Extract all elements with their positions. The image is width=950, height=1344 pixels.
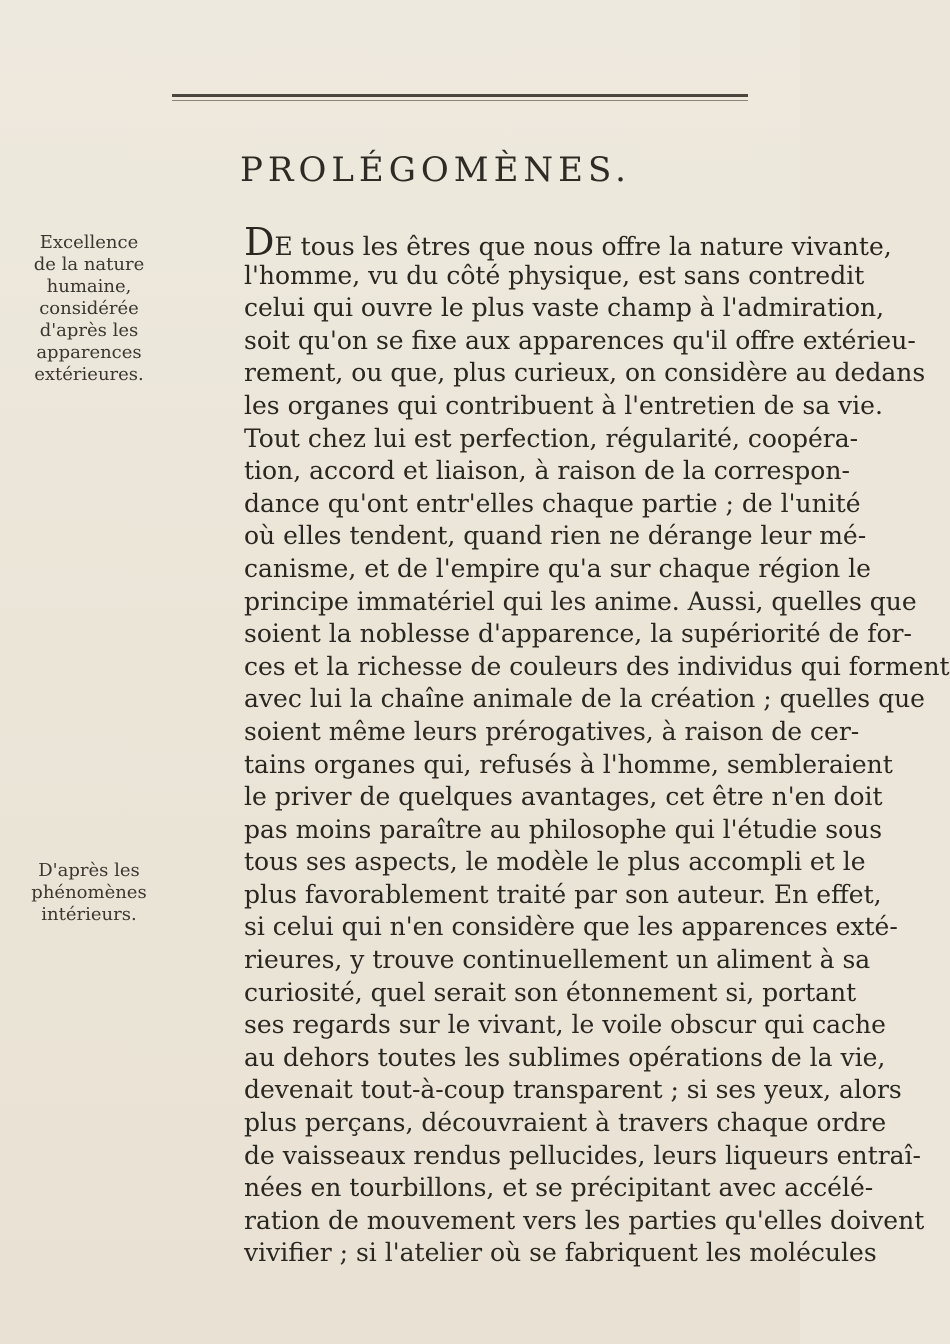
margin-note-line: humaine, [46,276,132,297]
text-line: principe immatériel qui les anime. Aussi, quelles que [244,586,917,616]
text-line: soient même leurs prérogatives, à raison de cer- [244,716,860,746]
text-line: si celui qui n'en considère que les apparences exté- [244,912,898,942]
text-line: l'homme, vu du côté physique, est sans contredit [244,260,865,290]
text-line: rement, ou que, plus curieux, on considère au dedans [244,358,926,388]
margin-note-line: de la nature [33,254,145,275]
text-line: de vaisseaux rendus pellucides, leurs liqueurs entraî- [244,1140,921,1170]
margin-note-phenomenes [14,860,164,926]
margin-note-line: phénomènes [31,882,147,903]
text-line: où elles tendent, quand rien ne dérange leur mé- [244,521,867,551]
margin-note-excellence [14,232,164,386]
body-text [244,220,950,1270]
text-line: vivifier ; si l'atelier où se fabriquent les molécules [244,1238,877,1268]
text-line: tains organes qui, refusés à l'homme, sembleraient [244,749,893,779]
text-line: dance qu'ont entr'elles chaque partie ; de l'unité [244,488,861,518]
text-line: tous ses aspects, le modèle le plus accompli et le [244,847,866,877]
margin-note-line: intérieurs. [41,904,137,925]
text-line: DE tous les êtres que nous offre la nature vivante, [244,220,892,264]
text-line: rieures, y trouve continuellement un aliment à sa [244,945,871,975]
margin-note-line: d'après les [39,320,139,341]
header-rule-thin [172,100,748,101]
margin-note-line: apparences [36,342,142,363]
header-rule [172,94,748,97]
text-line: celui qui ouvre le plus vaste champ à l'admiration, [244,293,885,323]
text-line: curiosité, quel serait son étonnement si, portant [244,977,857,1007]
text-line: Tout chez lui est perfection, régularité, coopéra- [244,423,859,453]
drop-cap: D [244,220,275,264]
margin-note-line: D'après les [38,860,140,881]
text-line: ses regards sur le vivant, le voile obscur qui cache [244,1010,886,1040]
text-line: les organes qui contribuent à l'entretien de sa vie. [244,390,883,420]
text-line: tion, accord et liaison, à raison de la correspon- [244,456,850,486]
text-line: canisme, et de l'empire qu'a sur chaque région le [244,553,871,583]
running-head: PROLÉGOMÈNES. [240,150,631,190]
text-line: nées en tourbillons, et se précipitant avec accélé- [244,1173,874,1203]
margin-note-line: Excellence [39,232,139,253]
text-line: plus perçans, découvraient à travers chaque ordre [244,1108,887,1138]
text-line: devenait tout-à-coup transparent ; si ses yeux, alors [244,1075,902,1105]
text-line: soient la noblesse d'apparence, la supériorité de for- [244,619,912,649]
text-line: plus favorablement traité par son auteur. En effet, [244,879,882,909]
margin-note-line: extérieures. [34,364,144,385]
margin-note-line: considérée [39,298,139,319]
text-line: avec lui la chaîne animale de la création ; quelles que [244,684,925,714]
text-line: ces et la richesse de couleurs des individus qui forment [244,651,950,681]
text-line: au dehors toutes les sublimes opérations de la vie, [244,1042,886,1072]
text-line: le priver de quelques avantages, cet être n'en doit [244,782,883,812]
text-line: soit qu'on se fixe aux apparences qu'il offre extérieu- [244,325,916,355]
text-line: pas moins paraître au philosophe qui l'étudie sous [244,814,883,844]
text-line: ration de mouvement vers les parties qu'elles doivent [244,1205,925,1235]
